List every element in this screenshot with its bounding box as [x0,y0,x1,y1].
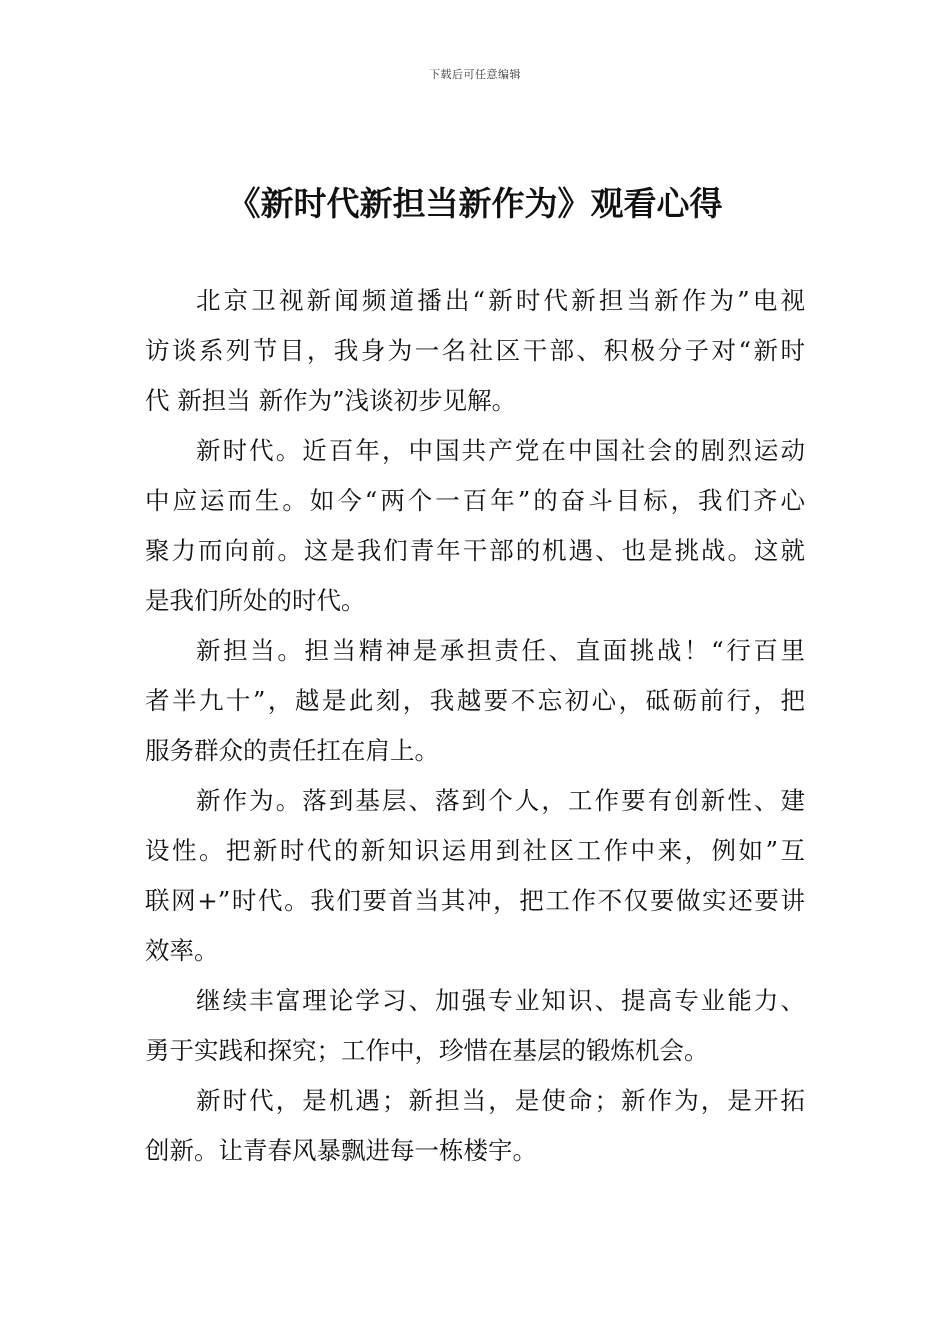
paragraph-1-line-3: 代 新担当 新作为”浅谈初步见解。 [145,386,517,415]
paragraph-1-line-2: 访谈系列节目，我身为一名社区干部、积极分子对“新时 [145,336,805,365]
paragraph-4-line-1: 新作为。落到基层、落到个人，工作要有创新性、建 [196,786,805,815]
paragraph-4-line-3: 联网+”时代。我们要首当其冲，把工作不仅要做实还要讲 [145,886,805,915]
paragraph-4-line-2: 设性。把新时代的新知识运用到社区工作中来，例如”互 [145,836,805,865]
paragraph-2-line-3: 聚力而向前。这是我们青年干部的机遇、也是挑战。这就 [145,536,805,565]
paragraph-6-line-2: 创新。让青春风暴飘进每一栋楼宇。 [145,1136,537,1165]
paragraph-2-line-2: 中应运而生。如今“两个一百年”的奋斗目标，我们齐心 [145,486,805,515]
paragraph-3-line-2: 者半九十”，越是此刻，我越要不忘初心，砥砺前行，把 [145,686,805,715]
header-note: 下载后可任意编辑 [429,68,521,81]
paragraph-4-line-4: 效率。 [145,936,219,965]
paragraph-3-line-3: 服务群众的责任扛在肩上。 [145,736,439,765]
paragraph-5-line-2: 勇于实践和探究；工作中，珍惜在基层的锻炼机会。 [145,1036,709,1065]
paragraph-2-line-1: 新时代。近百年，中国共产党在中国社会的剧烈运动 [196,436,805,465]
paragraph-5-line-1: 继续丰富理论学习、加强专业知识、提高专业能力、 [196,986,805,1015]
document-title: 《新时代新担当新作为》观看心得 [227,184,723,223]
paragraph-6-line-1: 新时代，是机遇；新担当，是使命；新作为，是开拓 [196,1086,805,1115]
paragraph-1-line-1: 北京卫视新闻频道播出“新时代新担当新作为”电视 [196,286,805,315]
paragraph-3-line-1: 新担当。担当精神是承担责任、直面挑战！“行百里 [196,636,805,665]
paragraph-2-line-4: 是我们所处的时代。 [145,586,366,615]
